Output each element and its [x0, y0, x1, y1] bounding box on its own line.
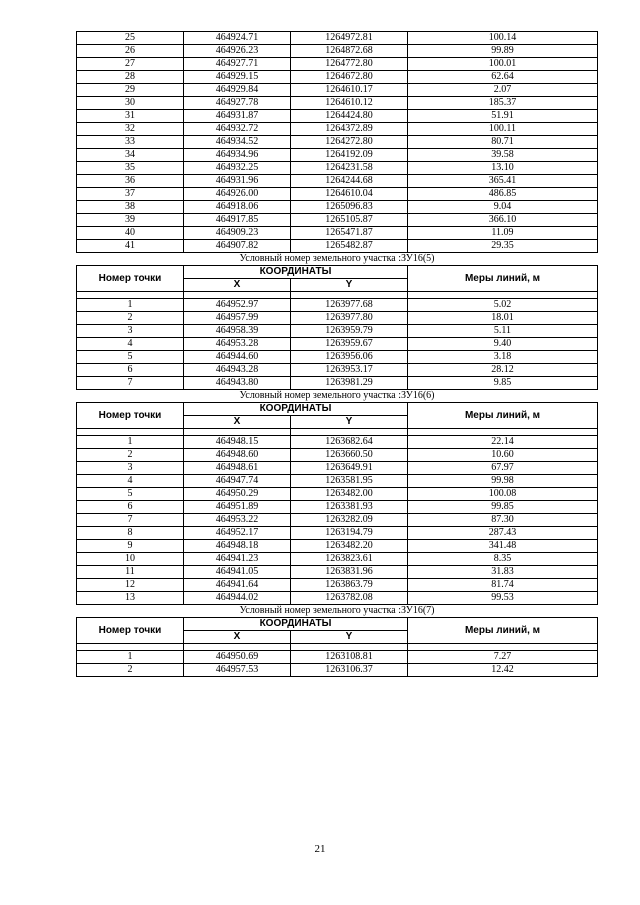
line-measure-cell: 13.10: [408, 162, 598, 175]
line-measures-header: Меры линий, м: [408, 618, 598, 644]
table-row: [77, 501, 598, 514]
line-measure-cell: 100.08: [408, 488, 598, 501]
point-number-cell: 26: [77, 45, 184, 58]
table-row: [77, 123, 598, 136]
point-number-cell: 32: [77, 123, 184, 136]
x-coordinate-cell: 464958.39: [184, 325, 291, 338]
y-coordinate-cell: 1264610.17: [291, 84, 408, 97]
table-row: [77, 351, 598, 364]
coordinates-table-body: [77, 32, 598, 677]
x-coordinate-cell: 464952.97: [184, 299, 291, 312]
x-coordinate-cell: 464944.60: [184, 351, 291, 364]
line-measure-cell: 365.41: [408, 175, 598, 188]
line-measure-cell: 2.07: [408, 84, 598, 97]
point-number-cell: 33: [77, 136, 184, 149]
y-coordinate-cell: 1263660.50: [291, 449, 408, 462]
line-measure-cell: 100.01: [408, 58, 598, 71]
x-coordinate-cell: 464929.15: [184, 71, 291, 84]
table-row: [77, 227, 598, 240]
y-coordinate-cell: 1263956.06: [291, 351, 408, 364]
x-coordinate-cell: 464947.74: [184, 475, 291, 488]
point-number-cell: 28: [77, 71, 184, 84]
point-number-cell: 34: [77, 149, 184, 162]
line-measure-cell: 39.58: [408, 149, 598, 162]
line-measure-cell: 81.74: [408, 579, 598, 592]
point-number-cell: 6: [77, 501, 184, 514]
x-coordinate-cell: 464941.05: [184, 566, 291, 579]
table-row: [77, 110, 598, 123]
table-row: [77, 162, 598, 175]
line-measure-cell: 67.97: [408, 462, 598, 475]
page-number: 21: [314, 843, 326, 855]
table-row: [77, 214, 598, 227]
section-title: Условный номер земельного участка :ЗУ16(5): [77, 253, 598, 266]
table-row: [77, 651, 598, 664]
table-row: [77, 488, 598, 501]
header-row: [77, 266, 598, 279]
x-coordinate-cell: 464932.72: [184, 123, 291, 136]
table-row: [77, 553, 598, 566]
x-coordinate-cell: 464927.71: [184, 58, 291, 71]
y-coordinate-cell: 1265105.87: [291, 214, 408, 227]
line-measure-cell: 5.02: [408, 299, 598, 312]
coordinates-table: [76, 31, 598, 677]
line-measure-cell: 185.37: [408, 97, 598, 110]
x-coordinate-cell: 464934.52: [184, 136, 291, 149]
spacer-cell: [408, 644, 598, 651]
spacer-cell: [291, 644, 408, 651]
table-row: [77, 175, 598, 188]
y-coordinate-cell: 1263194.79: [291, 527, 408, 540]
y-coordinate-cell: 1263581.95: [291, 475, 408, 488]
table-row: [77, 312, 598, 325]
x-coordinate-cell: 464944.02: [184, 592, 291, 605]
table-row: [77, 592, 598, 605]
point-number-cell: 8: [77, 527, 184, 540]
x-coordinate-cell: 464927.78: [184, 97, 291, 110]
x-coordinate-cell: 464950.29: [184, 488, 291, 501]
point-number-cell: 39: [77, 214, 184, 227]
table-row: [77, 338, 598, 351]
x-coordinate-cell: 464948.61: [184, 462, 291, 475]
table-row: [77, 462, 598, 475]
y-coordinate-cell: 1263981.29: [291, 377, 408, 390]
table-row: [77, 377, 598, 390]
line-measures-header: Меры линий, м: [408, 403, 598, 429]
x-coordinate-cell: 464943.28: [184, 364, 291, 377]
table-row: [77, 579, 598, 592]
line-measure-cell: 8.35: [408, 553, 598, 566]
x-coordinate-cell: 464952.17: [184, 527, 291, 540]
point-number-cell: 38: [77, 201, 184, 214]
line-measure-cell: 5.11: [408, 325, 598, 338]
line-measure-cell: 100.11: [408, 123, 598, 136]
y-coordinate-cell: 1263106.37: [291, 664, 408, 677]
x-coordinate-cell: 464934.96: [184, 149, 291, 162]
line-measure-cell: 11.09: [408, 227, 598, 240]
point-number-cell: 5: [77, 351, 184, 364]
line-measure-cell: 287.43: [408, 527, 598, 540]
spacer-cell: [77, 644, 184, 651]
point-number-cell: 1: [77, 299, 184, 312]
y-coordinate-cell: 1263977.68: [291, 299, 408, 312]
table-row: [77, 475, 598, 488]
section-title-row: [77, 390, 598, 403]
spacer-row: [77, 644, 598, 651]
table-row: [77, 299, 598, 312]
point-number-cell: 29: [77, 84, 184, 97]
line-measure-cell: 366.10: [408, 214, 598, 227]
x-coordinate-cell: 464907.82: [184, 240, 291, 253]
y-coordinate-cell: 1264610.04: [291, 188, 408, 201]
point-number-cell: 5: [77, 488, 184, 501]
header-row: [77, 618, 598, 631]
table-row: [77, 71, 598, 84]
table-row: [77, 566, 598, 579]
y-coordinate-cell: 1263782.08: [291, 592, 408, 605]
y-coordinate-cell: 1263649.91: [291, 462, 408, 475]
point-number-header: Номер точки: [77, 403, 184, 429]
line-measure-cell: 7.27: [408, 651, 598, 664]
spacer-cell: [184, 429, 291, 436]
y-coordinate-cell: 1264672.80: [291, 71, 408, 84]
y-coordinate-cell: 1264272.80: [291, 136, 408, 149]
y-coordinate-cell: 1263381.93: [291, 501, 408, 514]
point-number-cell: 41: [77, 240, 184, 253]
line-measure-cell: 29.35: [408, 240, 598, 253]
line-measure-cell: 99.85: [408, 501, 598, 514]
line-measures-header: Меры линий, м: [408, 266, 598, 292]
x-coordinate-cell: 464929.84: [184, 84, 291, 97]
point-number-cell: 7: [77, 514, 184, 527]
spacer-cell: [408, 429, 598, 436]
line-measure-cell: 99.53: [408, 592, 598, 605]
y-coordinate-cell: 1264610.12: [291, 97, 408, 110]
spacer-row: [77, 429, 598, 436]
table-row: [77, 540, 598, 553]
y-coordinate-cell: 1263959.79: [291, 325, 408, 338]
y-coordinate-cell: 1263108.81: [291, 651, 408, 664]
point-number-cell: 37: [77, 188, 184, 201]
y-coordinate-cell: 1263863.79: [291, 579, 408, 592]
line-measure-cell: 28.12: [408, 364, 598, 377]
point-number-cell: 11: [77, 566, 184, 579]
point-number-cell: 2: [77, 312, 184, 325]
y-coordinate-cell: 1263482.00: [291, 488, 408, 501]
table-row: [77, 664, 598, 677]
point-number-cell: 6: [77, 364, 184, 377]
y-coordinate-cell: 1264244.68: [291, 175, 408, 188]
point-number-cell: 35: [77, 162, 184, 175]
line-measure-cell: 9.85: [408, 377, 598, 390]
spacer-row: [77, 292, 598, 299]
y-coordinate-cell: 1265482.87: [291, 240, 408, 253]
table-row: [77, 325, 598, 338]
spacer-cell: [77, 429, 184, 436]
point-number-header: Номер точки: [77, 266, 184, 292]
section-title-row: [77, 605, 598, 618]
line-measure-cell: 9.40: [408, 338, 598, 351]
x-coordinate-cell: 464909.23: [184, 227, 291, 240]
y-coordinate-cell: 1264372.89: [291, 123, 408, 136]
x-header: X: [184, 416, 291, 429]
spacer-cell: [184, 292, 291, 299]
point-number-cell: 4: [77, 338, 184, 351]
spacer-cell: [408, 292, 598, 299]
y-coordinate-cell: 1264972.81: [291, 32, 408, 45]
point-number-cell: 25: [77, 32, 184, 45]
coordinates-header: КООРДИНАТЫ: [184, 403, 408, 416]
line-measure-cell: 99.98: [408, 475, 598, 488]
line-measure-cell: 99.89: [408, 45, 598, 58]
line-measure-cell: 87.30: [408, 514, 598, 527]
x-coordinate-cell: 464948.15: [184, 436, 291, 449]
point-number-cell: 12: [77, 579, 184, 592]
line-measure-cell: 100.14: [408, 32, 598, 45]
section-title: Условный номер земельного участка :ЗУ16(7): [77, 605, 598, 618]
point-number-cell: 2: [77, 664, 184, 677]
table-row: [77, 527, 598, 540]
line-measure-cell: 10.60: [408, 449, 598, 462]
y-coordinate-cell: 1264872.68: [291, 45, 408, 58]
x-coordinate-cell: 464943.80: [184, 377, 291, 390]
y-coordinate-cell: 1264772.80: [291, 58, 408, 71]
point-number-cell: 2: [77, 449, 184, 462]
point-number-cell: 27: [77, 58, 184, 71]
point-number-cell: 3: [77, 462, 184, 475]
y-coordinate-cell: 1263953.17: [291, 364, 408, 377]
line-measure-cell: 22.14: [408, 436, 598, 449]
table-row: [77, 364, 598, 377]
x-coordinate-cell: 464932.25: [184, 162, 291, 175]
point-number-cell: 13: [77, 592, 184, 605]
point-number-cell: 1: [77, 651, 184, 664]
y-coordinate-cell: 1265096.83: [291, 201, 408, 214]
point-number-cell: 1: [77, 436, 184, 449]
x-header: X: [184, 631, 291, 644]
spacer-cell: [291, 292, 408, 299]
y-header: Y: [291, 416, 408, 429]
x-coordinate-cell: 464918.06: [184, 201, 291, 214]
x-coordinate-cell: 464931.87: [184, 110, 291, 123]
y-coordinate-cell: 1263977.80: [291, 312, 408, 325]
x-coordinate-cell: 464951.89: [184, 501, 291, 514]
document-page: [76, 31, 597, 677]
line-measure-cell: 341.48: [408, 540, 598, 553]
line-measure-cell: 486.85: [408, 188, 598, 201]
table-row: [77, 84, 598, 97]
x-coordinate-cell: 464941.64: [184, 579, 291, 592]
x-header: X: [184, 279, 291, 292]
point-number-cell: 9: [77, 540, 184, 553]
table-row: [77, 32, 598, 45]
x-coordinate-cell: 464948.60: [184, 449, 291, 462]
y-coordinate-cell: 1265471.87: [291, 227, 408, 240]
y-coordinate-cell: 1264424.80: [291, 110, 408, 123]
point-number-cell: 31: [77, 110, 184, 123]
spacer-cell: [184, 644, 291, 651]
point-number-cell: 36: [77, 175, 184, 188]
line-measure-cell: 62.64: [408, 71, 598, 84]
x-coordinate-cell: 464950.69: [184, 651, 291, 664]
point-number-header: Номер точки: [77, 618, 184, 644]
point-number-cell: 7: [77, 377, 184, 390]
table-row: [77, 149, 598, 162]
y-coordinate-cell: 1263831.96: [291, 566, 408, 579]
point-number-cell: 30: [77, 97, 184, 110]
table-row: [77, 188, 598, 201]
spacer-cell: [77, 292, 184, 299]
y-header: Y: [291, 279, 408, 292]
x-coordinate-cell: 464917.85: [184, 214, 291, 227]
section-title: Условный номер земельного участка :ЗУ16(6): [77, 390, 598, 403]
line-measure-cell: 3.18: [408, 351, 598, 364]
y-coordinate-cell: 1263682.64: [291, 436, 408, 449]
line-measure-cell: 18.01: [408, 312, 598, 325]
line-measure-cell: 51.91: [408, 110, 598, 123]
y-header: Y: [291, 631, 408, 644]
y-coordinate-cell: 1264231.58: [291, 162, 408, 175]
y-coordinate-cell: 1263282.09: [291, 514, 408, 527]
y-coordinate-cell: 1264192.09: [291, 149, 408, 162]
point-number-cell: 3: [77, 325, 184, 338]
coordinates-header: КООРДИНАТЫ: [184, 266, 408, 279]
coordinates-header: КООРДИНАТЫ: [184, 618, 408, 631]
x-coordinate-cell: 464953.22: [184, 514, 291, 527]
x-coordinate-cell: 464926.00: [184, 188, 291, 201]
point-number-cell: 40: [77, 227, 184, 240]
y-coordinate-cell: 1263482.20: [291, 540, 408, 553]
x-coordinate-cell: 464926.23: [184, 45, 291, 58]
line-measure-cell: 80.71: [408, 136, 598, 149]
section-title-row: [77, 253, 598, 266]
x-coordinate-cell: 464953.28: [184, 338, 291, 351]
table-row: [77, 97, 598, 110]
table-row: [77, 449, 598, 462]
spacer-cell: [291, 429, 408, 436]
table-row: [77, 240, 598, 253]
table-row: [77, 45, 598, 58]
x-coordinate-cell: 464931.96: [184, 175, 291, 188]
x-coordinate-cell: 464957.53: [184, 664, 291, 677]
header-row: [77, 403, 598, 416]
line-measure-cell: 31.83: [408, 566, 598, 579]
point-number-cell: 4: [77, 475, 184, 488]
x-coordinate-cell: 464948.18: [184, 540, 291, 553]
x-coordinate-cell: 464957.99: [184, 312, 291, 325]
table-row: [77, 436, 598, 449]
y-coordinate-cell: 1263823.61: [291, 553, 408, 566]
line-measure-cell: 12.42: [408, 664, 598, 677]
table-row: [77, 58, 598, 71]
table-row: [77, 136, 598, 149]
point-number-cell: 10: [77, 553, 184, 566]
x-coordinate-cell: 464941.23: [184, 553, 291, 566]
line-measure-cell: 9.04: [408, 201, 598, 214]
y-coordinate-cell: 1263959.67: [291, 338, 408, 351]
table-row: [77, 201, 598, 214]
table-row: [77, 514, 598, 527]
x-coordinate-cell: 464924.71: [184, 32, 291, 45]
